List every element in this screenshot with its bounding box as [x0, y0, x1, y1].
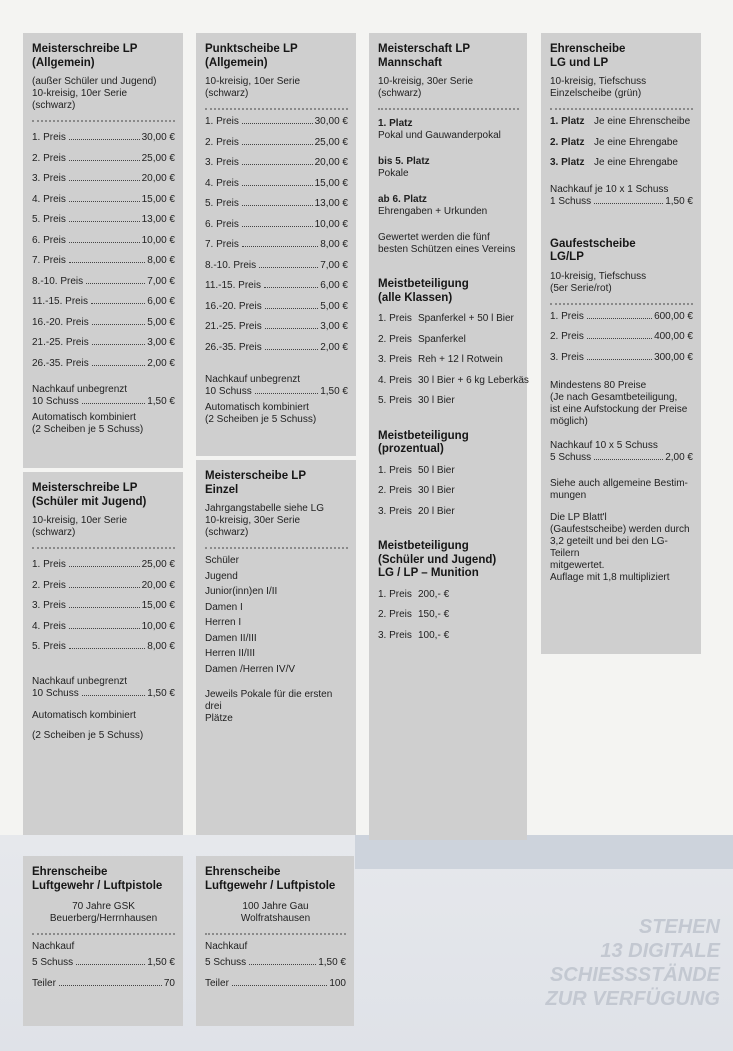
card-title: Ehrenscheibe Luftgewehr / Luftpistole [205, 866, 336, 892]
price-row-label: 5. Preis [32, 641, 66, 652]
dotted-divider [550, 108, 693, 110]
teiler-row-label: Teiler [32, 977, 56, 989]
class-item: Herren II/III [205, 648, 256, 659]
places-list [550, 116, 693, 178]
prize-row [378, 354, 519, 375]
price-row [205, 301, 348, 322]
dotted-divider [550, 303, 693, 305]
place-3-title: ab 6. Platz [378, 194, 427, 205]
price-row-label: 3. Preis [550, 351, 584, 363]
prize-row [378, 465, 519, 486]
section-title-schueler-jugend: Meistbeteiligung (Schüler und Jugend) LG / LP – Munition [378, 540, 497, 579]
prize-row-label: 1. Preis [378, 313, 412, 324]
lp-blattl-text: Die LP Blatt'l (Gaufestscheibe) werden durch 3,2 geteilt und bei den LG-Teilern mitgewertet. Auflage mit 1,8 multipliziert [550, 512, 690, 583]
card-ehrenscheibe-lg-lp [541, 33, 701, 654]
card-title: Meisterschreibe LP (Schüler mit Jugend) [32, 482, 147, 508]
prize-row [378, 630, 519, 651]
class-item: Damen /Herren IV/V [205, 663, 296, 675]
dotted-divider [32, 547, 175, 549]
prize-row [378, 609, 519, 630]
price-row-label: 11.-15. Preis [32, 296, 88, 307]
price-row-label: 2. Preis [550, 331, 584, 342]
price-row-label: 21.-25. Preis [32, 337, 89, 348]
price-row-value: 30,00 € [141, 132, 175, 143]
price-row-label: 1. Preis [550, 310, 584, 322]
dotted-divider [205, 547, 348, 549]
card-subtitle: 10-kreisig, 30er Serie (schwarz) [378, 76, 474, 99]
price-row-label: 2. Preis [32, 579, 66, 591]
price-row-label: 8.-10. Preis [205, 259, 257, 271]
prize-row-label: 1. Preis [378, 588, 412, 600]
nachkauf-2-text: Nachkauf 10 x 5 Schuss [550, 440, 658, 451]
price-row [550, 331, 693, 352]
auto-text-2: (2 Scheiben je 5 Schuss) [32, 729, 144, 741]
gaufest-price-list [550, 311, 693, 373]
price-row [205, 321, 348, 342]
price-row [205, 260, 348, 281]
price-row [32, 621, 175, 642]
price-row-value: 6,00 € [320, 280, 348, 291]
prize-row-value: 20 l Bier [418, 505, 455, 517]
teiler-row-label: 5 Schuss [32, 957, 74, 968]
price-row-value: 600,00 € [654, 310, 693, 322]
schuss-row [205, 386, 348, 402]
schuss-2-value: 2,00 € [665, 452, 693, 463]
price-row-value: 30,00 € [314, 116, 348, 127]
prize-row-label: 4. Preis [378, 374, 412, 386]
prize-row-label: 2. Preis [378, 333, 412, 345]
card-subtitle: 10-kreisig, 10er Serie (schwarz) [205, 76, 301, 99]
card-subtitle: (außer Schüler und Jugend) 10-kreisig, 10er Serie (schwarz) [32, 76, 157, 111]
price-row [205, 239, 348, 260]
price-row-label: 7. Preis [32, 255, 66, 266]
price-row-value: 5,00 € [320, 300, 348, 312]
pokale-note: Jeweils Pokale für die ersten drei Plätze [205, 689, 333, 724]
gaufest-subtitle: 10-kreisig, Tiefschuss (5er Serie/rot) [550, 270, 647, 294]
prize-row [378, 374, 529, 396]
teiler-row-value: 100 [329, 977, 346, 989]
section-title-meistbeteiligung: Meistbeteiligung (alle Klassen) [378, 278, 469, 304]
place-row-label: 3. Platz [550, 157, 585, 168]
prozentual-list [378, 465, 519, 527]
schuss-label: 10 Schuss [205, 386, 252, 397]
price-row-label: 16.-20. Preis [32, 316, 89, 328]
prize-row-label: 3. Preis [378, 629, 412, 641]
nachkauf-text: Nachkauf [32, 941, 75, 952]
price-row-value: 10,00 € [141, 234, 175, 246]
card-subtitle: 70 Jahre GSK Beuerberg/Herrnhausen [49, 901, 158, 924]
price-row [32, 235, 175, 256]
teiler-row [205, 978, 346, 999]
place-row-label: 1. Platz [550, 116, 585, 127]
auto-text: Automatisch kombiniert (2 Scheiben je 5 Schuss) [32, 412, 144, 435]
price-row-value: 15,00 € [141, 193, 175, 205]
card-subtitle: 10-kreisig, Tiefschuss Einzelscheibe (grün) [550, 76, 647, 99]
dotted-divider [205, 108, 348, 110]
prize-row [378, 334, 519, 355]
place-row [550, 157, 693, 178]
schuss-row [32, 396, 175, 412]
price-row-label: 6. Preis [205, 218, 239, 230]
card-subtitle: 100 Jahre Gau Wolfratshausen [240, 901, 311, 924]
price-row-value: 3,00 € [320, 321, 348, 332]
schuss-row [550, 196, 693, 212]
nachkauf-text: Nachkauf unbegrenzt [205, 374, 301, 385]
prize-row-value: 150,- € [418, 609, 450, 620]
card-punktscheibe-allgemein [196, 33, 356, 456]
price-row-value: 3,00 € [147, 337, 175, 348]
prize-row-value: 30 l Bier [418, 485, 455, 496]
price-row-value: 6,00 € [147, 296, 175, 307]
nachkauf-text: Nachkauf unbegrenzt [32, 675, 128, 687]
prize-row-value: 200,- € [418, 588, 450, 600]
prize-row [378, 395, 519, 416]
price-row-value: 20,00 € [141, 579, 175, 591]
price-row [32, 337, 175, 358]
place-2-title: bis 5. Platz [378, 156, 430, 167]
price-row-value: 7,00 € [320, 259, 348, 271]
price-row-value: 15,00 € [141, 600, 175, 611]
price-row-label: 4. Preis [32, 620, 66, 632]
prize-row-value: 30 l Bier + 6 kg Leberkäs [418, 374, 529, 386]
teiler-list [32, 957, 175, 998]
price-row [205, 198, 348, 219]
price-row [32, 600, 175, 621]
card-ehrenscheibe-70-jahre [23, 856, 183, 1026]
price-row [205, 280, 348, 301]
place-row-value: Je eine Ehrenscheibe [594, 116, 691, 127]
card-title: Ehrenscheibe LG und LP [550, 43, 626, 69]
teiler-row [205, 957, 346, 978]
price-row-value: 20,00 € [141, 173, 175, 184]
price-row-value: 5,00 € [147, 316, 175, 328]
price-row-label: 5. Preis [205, 198, 239, 209]
background-ghost-text: STEHEN 13 DIGITALE SCHIESSSTÄNDE ZUR VERFÜGUNG [545, 916, 720, 1010]
price-row-value: 15,00 € [314, 177, 348, 189]
place-2 [378, 156, 519, 180]
price-row-label: 16.-20. Preis [205, 300, 262, 312]
schuss-value: 1,50 € [147, 687, 175, 699]
price-row-label: 3. Preis [32, 173, 66, 184]
price-list [32, 132, 175, 378]
price-row-label: 1. Preis [32, 559, 66, 570]
schuss-value: 1,50 € [320, 386, 348, 397]
class-item: Damen I [205, 601, 243, 613]
price-row-value: 10,00 € [141, 620, 175, 632]
section-title-prozentual: Meistbeteiligung (prozentual) [378, 429, 469, 455]
gewertet-note: Gewertet werden die fünf besten Schützen eines Vereins [378, 232, 516, 255]
price-row-value: 7,00 € [147, 275, 175, 287]
schuss-value: 1,50 € [665, 195, 693, 207]
teiler-list [205, 957, 346, 998]
price-row-label: 11.-15. Preis [205, 280, 261, 291]
price-row [32, 559, 175, 580]
card-meisterscheibe-allgemein [23, 33, 183, 468]
price-row-label: 1. Preis [205, 116, 239, 127]
price-row [205, 116, 348, 137]
prize-row-label: 2. Preis [378, 609, 412, 620]
card-title: Ehrenscheibe Luftgewehr / Luftpistole [32, 866, 163, 892]
auto-text: Automatisch kombiniert (2 Scheiben je 5 Schuss) [205, 402, 317, 425]
prize-row-value: 50 l Bier [418, 464, 455, 476]
price-row [32, 358, 175, 379]
prize-row-label: 5. Preis [378, 395, 412, 406]
prize-row [378, 589, 519, 610]
price-row-label: 21.-25. Preis [205, 321, 262, 332]
price-row-label: 2. Preis [205, 136, 239, 148]
price-row [32, 296, 175, 317]
price-row [205, 137, 348, 158]
place-row-value: Je eine Ehrengabe [594, 136, 678, 148]
price-row [32, 173, 175, 194]
schuss-value: 1,50 € [147, 396, 175, 407]
class-list [205, 555, 348, 679]
prize-row-label: 2. Preis [378, 485, 412, 496]
card-title: Punktscheibe LP (Allgemein) [205, 43, 298, 69]
prize-row-value: Spanferkel [418, 333, 466, 345]
dotted-divider [32, 933, 175, 935]
place-3 [378, 194, 519, 218]
price-row-label: 3. Preis [32, 600, 66, 611]
prize-row-label: 3. Preis [378, 354, 412, 365]
price-row-label: 6. Preis [32, 234, 66, 246]
price-row-value: 13,00 € [141, 214, 175, 225]
prize-row-label: 3. Preis [378, 505, 412, 517]
prize-row-label: 1. Preis [378, 464, 412, 476]
price-row [32, 214, 175, 235]
price-row-value: 25,00 € [314, 136, 348, 148]
price-row [205, 157, 348, 178]
siehe-text: Siehe auch allgemeine Bestim- mungen [550, 478, 688, 501]
class-item: Damen II/III [205, 632, 257, 644]
price-row-value: 25,00 € [141, 152, 175, 164]
teiler-row [32, 957, 175, 978]
price-row-value: 8,00 € [147, 641, 175, 652]
price-row-label: 8.-10. Preis [32, 275, 84, 287]
place-1 [378, 118, 519, 142]
nachkauf-text: Nachkauf unbegrenzt [32, 384, 128, 395]
price-row [32, 276, 175, 297]
card-subtitle: Jahrgangstabelle siehe LG 10-kreisig, 30er Serie (schwarz) [205, 503, 324, 538]
price-row-label: 26.-35. Preis [32, 357, 89, 369]
mindestens-text: Mindestens 80 Preise (Je nach Gesamtbeteiligung, ist eine Aufstockung der Preise möglich) [550, 380, 688, 427]
dotted-divider [32, 120, 175, 122]
price-row [205, 342, 348, 363]
teiler-row-value: 70 [163, 977, 175, 989]
dotted-divider [378, 108, 519, 110]
price-row-value: 400,00 € [654, 331, 693, 342]
card-meisterschaft-mannschaft [369, 33, 527, 840]
price-list [205, 116, 348, 362]
teiler-row-value: 1,50 € [318, 957, 346, 968]
price-row-value: 8,00 € [147, 255, 175, 266]
card-title: Meisterschreibe LP (Allgemein) [32, 43, 138, 69]
class-item: Jugend [205, 570, 238, 582]
class-item: Schüler [205, 555, 239, 566]
place-1-text: Pokal und Gauwanderpokal [378, 130, 501, 141]
price-row-value: 25,00 € [141, 559, 175, 570]
schuss-row [32, 688, 175, 706]
prize-row [378, 313, 519, 334]
place-row [550, 137, 693, 158]
teiler-row-label: 5 Schuss [205, 957, 247, 968]
price-row [32, 194, 175, 215]
price-row-value: 2,00 € [320, 341, 348, 353]
price-row-label: 2. Preis [32, 152, 66, 164]
card-meisterscheibe-schueler [23, 472, 183, 835]
nachkauf-text: Nachkauf [205, 941, 248, 952]
price-row-label: 7. Preis [205, 239, 239, 250]
auto-text-1: Automatisch kombiniert [32, 709, 136, 721]
price-row-label: 4. Preis [32, 193, 66, 205]
place-row-value: Je eine Ehrengabe [594, 157, 678, 168]
card-subtitle: 10-kreisig, 10er Serie (schwarz) [32, 515, 128, 538]
price-row-value: 20,00 € [314, 157, 348, 168]
card-title: Meisterschaft LP Mannschaft [378, 43, 471, 69]
place-3-text: Ehrengaben + Urkunden [378, 206, 488, 217]
price-row-label: 1. Preis [32, 132, 66, 143]
card-title: Meisterscheibe LP Einzel [205, 470, 306, 496]
price-row [205, 219, 348, 240]
card-ehrenscheibe-100-jahre [196, 856, 354, 1026]
price-row [550, 352, 693, 373]
teiler-row-label: Teiler [205, 977, 229, 989]
prize-row-value: 30 l Bier [418, 395, 455, 406]
teiler-row [32, 978, 175, 999]
nachkauf-text: Nachkauf je 10 x 1 Schuss [550, 183, 669, 195]
price-row-label: 5. Preis [32, 214, 66, 225]
place-2-text: Pokale [378, 168, 409, 179]
section-title-gaufestscheibe: Gaufestscheibe LG/LP [550, 237, 636, 263]
background-strip [355, 835, 733, 869]
place-row-label: 2. Platz [550, 136, 585, 148]
price-row-label: 4. Preis [205, 177, 239, 189]
schuss-label: 1 Schuss [550, 195, 592, 207]
price-row-label: 26.-35. Preis [205, 341, 262, 353]
price-list [32, 559, 175, 662]
price-row [32, 255, 175, 276]
price-row-value: 300,00 € [654, 351, 693, 363]
schuss-label: 10 Schuss [32, 687, 79, 699]
price-row [32, 132, 175, 153]
munition-list [378, 589, 519, 651]
dotted-divider [205, 933, 346, 935]
price-row [32, 317, 175, 338]
price-row-value: 10,00 € [314, 218, 348, 230]
price-row-label: 3. Preis [205, 157, 239, 168]
schuss-2-row [550, 452, 693, 468]
class-item: Junior(inn)en I/II [205, 586, 278, 597]
price-row-value: 8,00 € [320, 239, 348, 250]
prize-row-value: Reh + 12 l Rotwein [418, 354, 503, 365]
price-row [32, 580, 175, 601]
place-1-title: 1. Platz [378, 118, 413, 129]
schuss-2-label: 5 Schuss [550, 452, 592, 463]
prize-row [378, 506, 519, 527]
prize-row-value: Spanferkel + 50 l Bier [418, 313, 514, 324]
meistbeteiligung-list [378, 313, 529, 416]
prize-row [378, 485, 519, 506]
class-item: Herren I [205, 617, 242, 628]
card-meisterscheibe-einzel [196, 460, 356, 835]
price-row [32, 641, 175, 662]
teiler-row-value: 1,50 € [147, 957, 175, 968]
schuss-label: 10 Schuss [32, 396, 79, 407]
price-row-value: 13,00 € [314, 198, 348, 209]
place-row [550, 116, 693, 137]
prize-row-value: 100,- € [418, 629, 450, 641]
price-row-value: 2,00 € [147, 357, 175, 369]
price-row [32, 153, 175, 174]
price-row [205, 178, 348, 199]
price-row [550, 311, 693, 332]
